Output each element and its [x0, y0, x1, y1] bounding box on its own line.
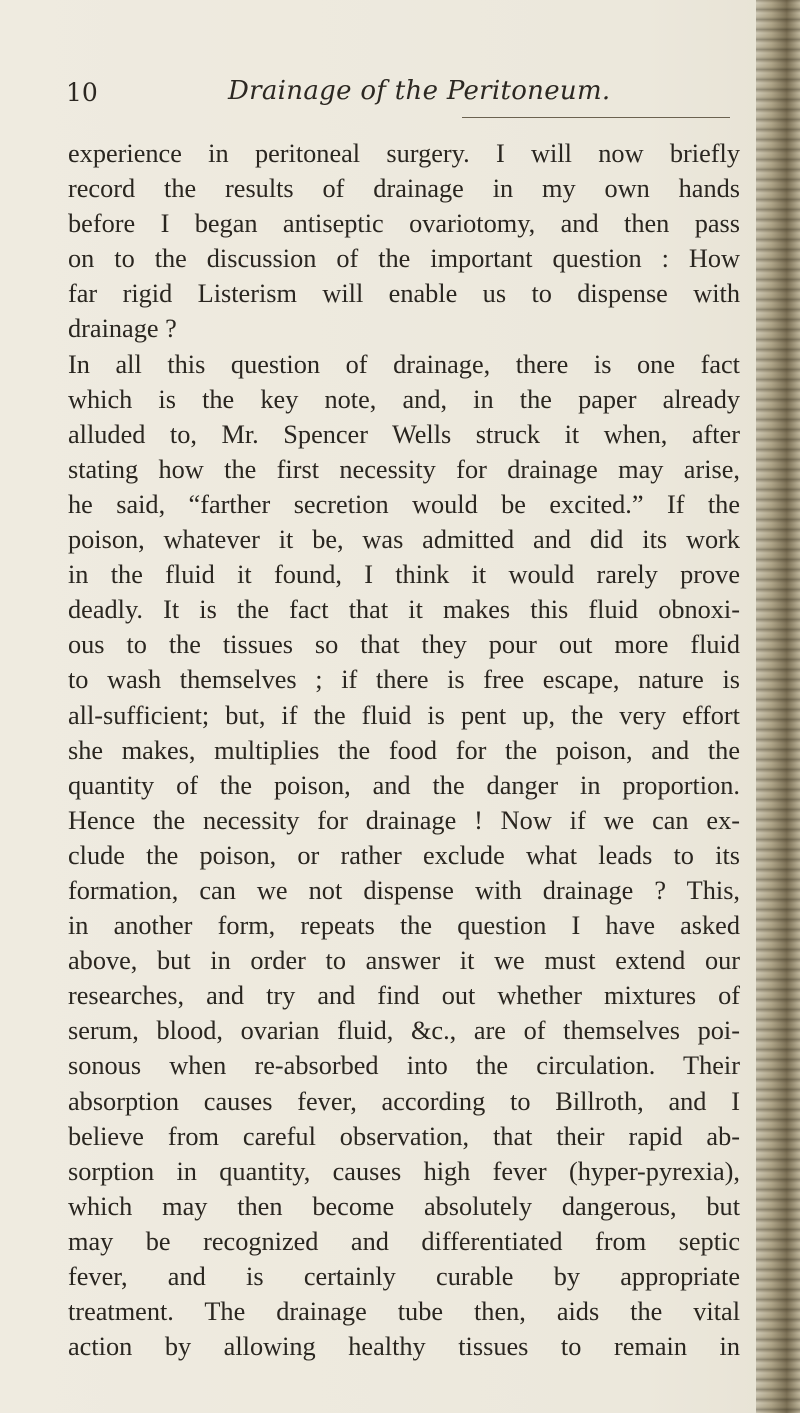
text-line: sorption in quantity, causes high fever (hyper-pyrexia),	[68, 1156, 740, 1186]
running-title: Drainage of the Peritoneum.	[228, 76, 611, 106]
text-line: quantity of the poison, and the danger in proportion.	[68, 770, 740, 800]
header-rule	[462, 117, 730, 118]
text-line: may be recognized and differentiated from septic	[68, 1226, 740, 1256]
body-text	[68, 136, 740, 1364]
text-line: fever, and is certainly curable by appropriate	[68, 1262, 740, 1291]
text-line: sonous when re-absorbed into the circulation. Their	[68, 1051, 740, 1081]
text-line: deadly. It is the fact that it makes this fluid obnoxi-	[68, 595, 740, 625]
text-line: all-sufficient; but, if the fluid is pent up, the very effort	[68, 700, 740, 730]
text-line: researches, and try and find out whether mixtures of	[68, 981, 740, 1011]
text-line: drainage ?	[68, 314, 177, 344]
page-number: 10	[66, 78, 98, 107]
text-line: far rigid Listerism will enable us to dispense with	[68, 279, 740, 309]
text-line: formation, can we not dispense with drainage ? This,	[68, 875, 740, 905]
text-line: before I began antiseptic ovariotomy, and then pass	[68, 209, 740, 239]
text-line: treatment. The drainage tube then, aids the vital	[68, 1297, 740, 1327]
text-line: action by allowing healthy tissues to remain in	[68, 1332, 740, 1362]
text-line: in another form, repeats the question I have asked	[68, 911, 740, 941]
page-header	[0, 74, 760, 114]
page-binding-edge	[756, 0, 800, 1413]
text-line: serum, blood, ovarian fluid, &c., are of themselves poi-	[68, 1016, 740, 1046]
text-line: above, but in order to answer it we must extend our	[68, 946, 740, 976]
text-line: absorption causes fever, according to Billroth, and I	[68, 1086, 740, 1116]
text-line: which is the key note, and, in the paper already	[68, 384, 740, 414]
text-line: which may then become absolutely dangerous, but	[68, 1191, 740, 1221]
text-line: clude the poison, or rather exclude what leads to its	[68, 840, 740, 870]
text-line: In all this question of drainage, there is one fact	[68, 349, 740, 379]
text-line: she makes, multiplies the food for the poison, and the	[68, 735, 740, 765]
text-line: stating how the first necessity for drainage may arise,	[68, 454, 740, 484]
text-line: on to the discussion of the important question : How	[68, 244, 740, 274]
text-line: he said, “farther secretion would be excited.” If the	[68, 489, 740, 519]
text-line: alluded to, Mr. Spencer Wells struck it when, after	[68, 419, 740, 449]
text-line: poison, whatever it be, was admitted and did its work	[68, 525, 740, 555]
text-line: record the results of drainage in my own hands	[68, 174, 740, 204]
text-line: in the fluid it found, I think it would rarely prove	[68, 560, 740, 590]
text-line: Hence the necessity for drainage ! Now if we can ex-	[68, 805, 740, 835]
text-line: experience in peritoneal surgery. I will now briefly	[68, 139, 740, 168]
text-line: believe from careful observation, that their rapid ab-	[68, 1121, 740, 1151]
text-line: to wash themselves ; if there is free escape, nature is	[68, 665, 740, 695]
text-line: ous to the tissues so that they pour out more fluid	[68, 630, 740, 660]
